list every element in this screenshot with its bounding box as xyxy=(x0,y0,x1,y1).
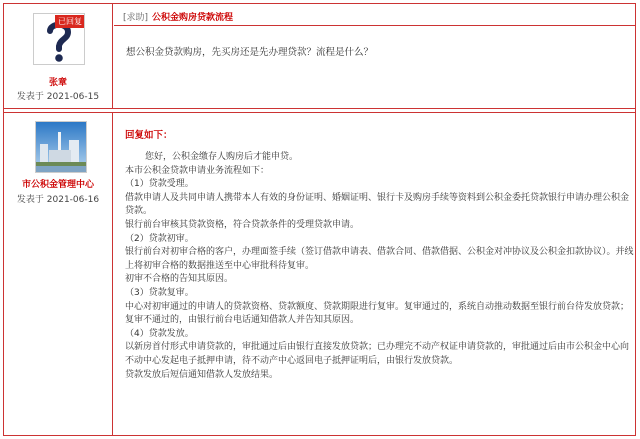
reply-line: 银行前台对初审合格的客户，办理面签手续（签订借款申请表、借款合同、借款借据、公积金对冲协议及公积金扣款协议）。并线上将初审合格的数据推送至中心审批科待复审。 xyxy=(125,247,634,271)
reply-line: 以新房首付形式申请贷款的，审批通过后由银行直接发放贷款；已办理完不动产权证申请贷款的，审批通过后由市公积金中心向不动中心发起电子抵押申请，待不动产中心返回电子抵押证明后，由银行发放贷款。 xyxy=(125,342,630,366)
author-sidebar xyxy=(4,113,113,435)
reply-post xyxy=(4,112,635,435)
reply-content xyxy=(114,113,635,435)
reply-line: （2）贷款初审。 xyxy=(125,233,194,244)
reply-line: 本市公积金贷款申请业务流程如下： xyxy=(125,165,270,176)
reply-line: 初审不合格的告知其原因。 xyxy=(125,274,234,285)
post-date: 发表于 2021-06-15 xyxy=(16,92,100,102)
reply-line: （1）贷款受理。 xyxy=(125,179,194,190)
reply-line: （3）贷款复审。 xyxy=(125,287,194,298)
reply-line: 贷款发放后短信通知借款人发放结果。 xyxy=(125,369,279,380)
replied-badge: 已回复 xyxy=(55,15,85,28)
building-photo-icon xyxy=(36,122,86,172)
reply-line: 银行前台审核其贷款资格，符合贷款条件的受理贷款申请。 xyxy=(125,219,360,230)
post-title[interactable]: 公积金购房贷款流程 xyxy=(152,13,234,23)
reply-line: 您好，公积金缴存人购房后才能申贷。 xyxy=(145,152,299,162)
reply-line: 借款申请人及共同申请人携带本人有效的身份证明、婚姻证明、银行卡及购房手续等资料到公积金委托贷款银行申请办理公积金贷款。 xyxy=(125,192,630,217)
title-bar xyxy=(114,4,635,26)
question-text: 想公积金贷款购房，先买房还是先办理贷款？流程是什么？ xyxy=(126,47,374,58)
author-sidebar xyxy=(4,4,113,108)
post-date: 发表于 2021-06-16 xyxy=(16,195,100,205)
reply-heading: 回复如下： xyxy=(125,130,173,141)
reply-line: 中心对初审通过的申请人的贷款资格、贷款额度、贷款期限进行复审。复审通过的，系统自动推动数据至银行前台待发放贷款；复审不通过的，由银行前台电话通知借款人并告知其原因。 xyxy=(125,301,630,326)
avatar[interactable] xyxy=(35,121,87,173)
reply-line: （4）贷款发放。 xyxy=(125,328,194,339)
reply-body xyxy=(125,151,635,382)
author-name[interactable]: 张章 xyxy=(48,78,67,88)
avatar[interactable] xyxy=(33,13,85,65)
thread-frame xyxy=(3,3,636,436)
question-content xyxy=(114,4,635,108)
question-post xyxy=(4,4,635,109)
author-name[interactable]: 市公积金管理中心 xyxy=(21,180,94,190)
post-tag: [求助] xyxy=(123,13,149,23)
